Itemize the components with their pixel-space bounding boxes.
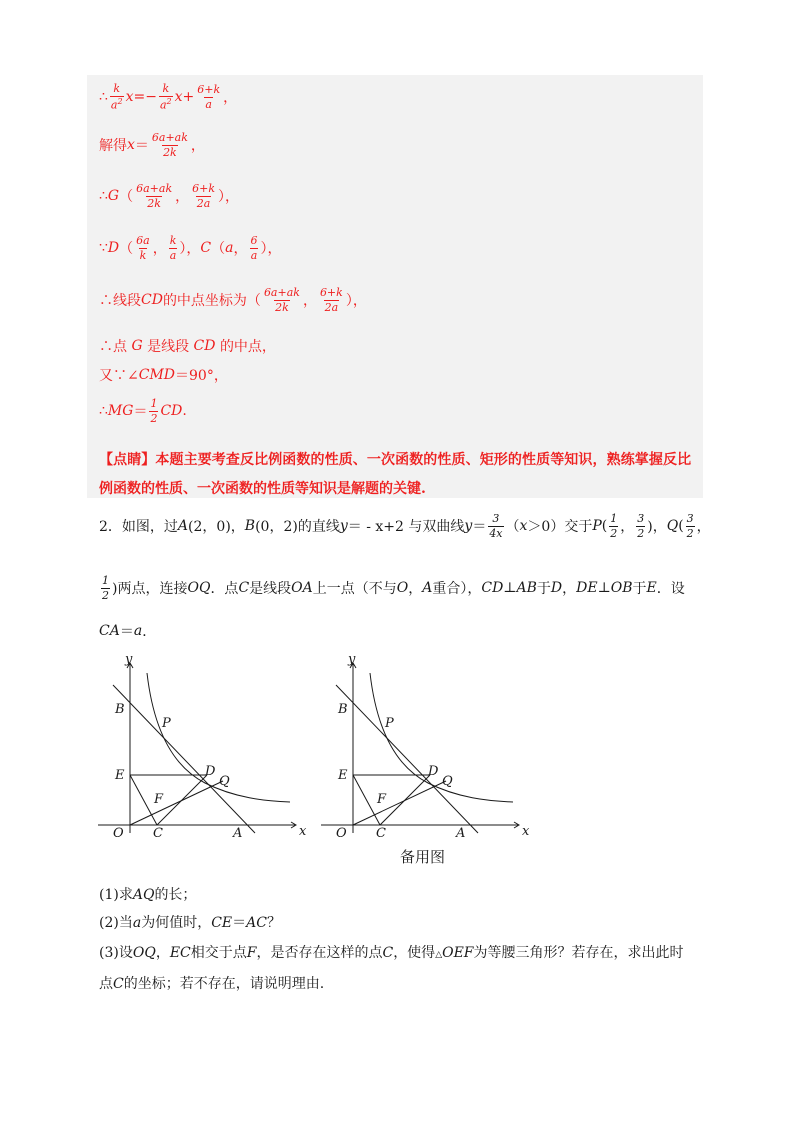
label-d: D bbox=[205, 764, 216, 779]
segment-ec bbox=[130, 775, 157, 825]
label-c: C bbox=[376, 826, 386, 840]
solution-line-2: 解得 x ＝ $\frac{6a+ak}{2k}$ ， bbox=[99, 131, 205, 159]
solution-line-1: ∴ $\frac{k}{a^2}$ x =− $\frac{k}{a^2}$ x+ $\frac{6+k}{a}$ ， bbox=[99, 82, 238, 112]
fraction: $\frac{1}{2}$ bbox=[102, 574, 109, 602]
label-a: A bbox=[456, 826, 466, 840]
label-x: x bbox=[522, 824, 530, 839]
comment-line-1: 【点睛】本题主要考查反比例函数的性质、一次函数的性质、矩形的性质等知识，熟练掌握反比 bbox=[99, 452, 692, 468]
fraction: $\frac{3}{2}$ bbox=[637, 512, 645, 540]
fraction: $\frac{6a+ak}{2k}$ bbox=[136, 182, 173, 210]
label-d: D bbox=[428, 764, 439, 779]
fraction: $\frac{6a}{k}$ bbox=[136, 234, 150, 262]
fraction: $\frac{6+k}{2a}$ bbox=[319, 286, 343, 314]
label-y: y bbox=[348, 655, 356, 667]
fraction: $\frac{6a+ak}{2k}$ bbox=[263, 286, 300, 314]
question-3-cont: 点C的坐标；若不存在，请说明理由. bbox=[99, 976, 325, 992]
problem-line-1: 2．如图，过 A (2，0)， B (0，2)的直线 y ＝ - x+2 与双曲线 y ＝ $\frac{3}{4x}$ （ x ＞0）交于 P ( $\frac{1}{2}$ ， $\frac{3}{2}$ )， Q ( $\frac{3}{2}$ ， bbox=[99, 512, 711, 540]
fraction: $\frac{k}{a}$ bbox=[169, 234, 177, 262]
comment-line-2: 例函数的性质、一次函数的性质等知识是解题的关键. bbox=[99, 481, 426, 497]
question-3: (3)设OQ，EC相交于点F，是否存在这样的点C，使得△OEF为等腰三角形？若存在，求出此时 bbox=[99, 945, 684, 961]
solution-line-3: ∴ G （ $\frac{6a+ak}{2k}$ ， $\frac{6+k}{2a}$ ）， bbox=[99, 182, 239, 210]
fraction: $\frac{6}{a}$ bbox=[250, 234, 258, 262]
label-o: O bbox=[336, 826, 347, 840]
label-e: E bbox=[115, 768, 125, 783]
problem-line-3: CA ＝ a ． bbox=[99, 623, 157, 640]
fraction: $\frac{k}{a^2}$ bbox=[110, 82, 123, 112]
label-a: A bbox=[233, 826, 243, 840]
geometry-figure-1 bbox=[95, 655, 310, 840]
label-o: O bbox=[113, 826, 124, 840]
therefore-symbol: ∴ bbox=[99, 89, 108, 106]
line-ab bbox=[113, 685, 255, 833]
fraction: $\frac{6a+ak}{2k}$ bbox=[151, 131, 188, 159]
fraction: $\frac{1}{2}$ bbox=[610, 512, 618, 540]
label-y: y bbox=[125, 655, 133, 667]
solution-line-5: ∴线段 CD 的中点坐标为（ $\frac{6a+ak}{2k}$ ， $\frac{6+k}{2a}$ ）， bbox=[99, 286, 367, 314]
label-c: C bbox=[153, 826, 163, 840]
label-e: E bbox=[338, 768, 348, 783]
fraction: $\frac{k}{a^2}$ bbox=[159, 82, 172, 112]
fraction: $\frac{1}{2}$ bbox=[150, 397, 158, 425]
label-x: x bbox=[299, 824, 307, 839]
label-b: B bbox=[338, 702, 348, 717]
solution-line-6: ∴点 G 是线段 CD 的中点， bbox=[99, 338, 276, 355]
solution-line-4: ∵ D （ $\frac{6a}{k}$ ， $\frac{k}{a}$ ）， C （ a ， $\frac{6}{a}$ ）， bbox=[99, 234, 282, 262]
label-q: Q bbox=[219, 774, 230, 789]
question-1: (1)求AQ的长； bbox=[99, 887, 197, 903]
label-q: Q bbox=[442, 774, 453, 789]
label-f: F bbox=[377, 792, 387, 807]
label-b: B bbox=[115, 702, 125, 717]
figure-caption: 备用图 bbox=[400, 848, 446, 866]
fraction: $\frac{3}{4x}$ bbox=[489, 512, 503, 540]
solution-line-8: ∴ MG ＝ $\frac{1}{2}$ CD . bbox=[99, 397, 187, 425]
fraction: $\frac{6+k}{2a}$ bbox=[192, 182, 215, 210]
fraction: $\frac{3}{2}$ bbox=[686, 512, 694, 540]
solution-line-7: 又∵∠ CMD ＝90°， bbox=[99, 367, 228, 384]
question-2: (2)当a为何值时，CE＝AC？ bbox=[99, 915, 281, 931]
geometry-figure-2 bbox=[318, 655, 533, 840]
label-p: P bbox=[385, 716, 394, 731]
problem-line-2: $\frac{1}{2}$ )两点，连接 OQ ．点 C 是线段 OA 上一点（不与 O ， A 重合）， CD ⊥ AB 于 D ， DE ⊥ OB 于 E ．设 bbox=[102, 574, 685, 602]
segment-oq bbox=[130, 781, 223, 825]
label-f: F bbox=[154, 792, 164, 807]
fraction: $\frac{6+k}{a}$ bbox=[197, 82, 221, 111]
label-p: P bbox=[162, 716, 171, 731]
